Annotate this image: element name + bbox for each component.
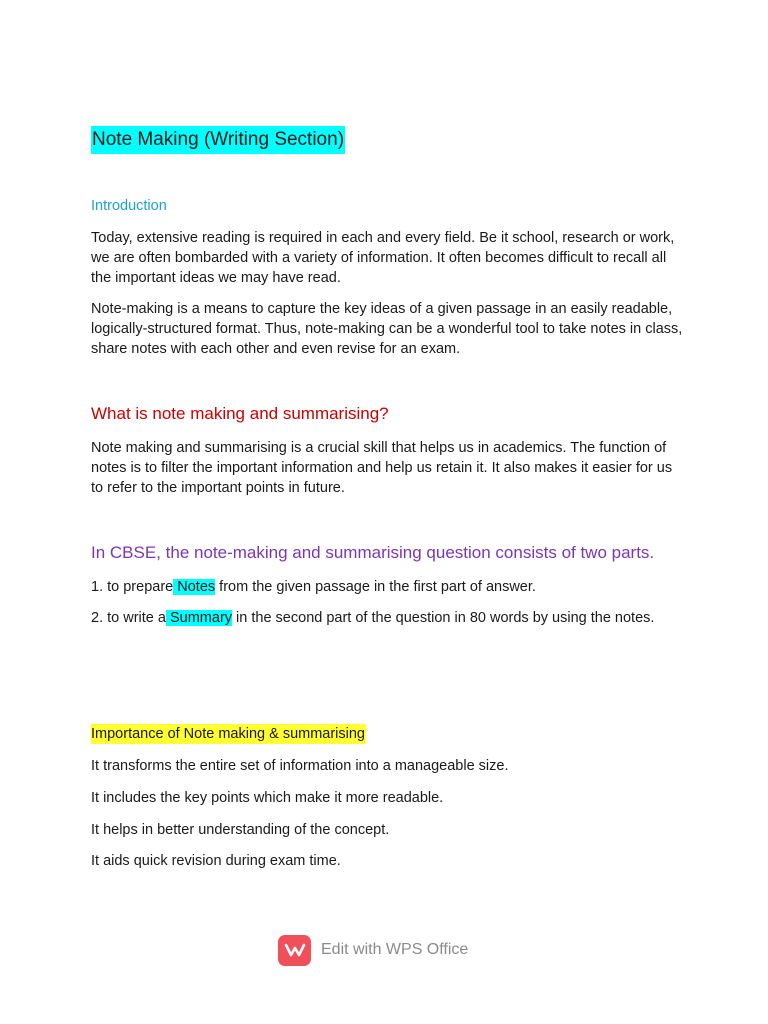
importance-point: It includes the key points which make it more readable. [91,790,444,806]
importance-point: It transforms the entire set of information into a manageable size. [91,758,509,774]
what-is-paragraph: Note making and summarising is a crucial skill that helps us in academics. The function of notes is to filter the important information and help us retain it. It also makes it easier for us to refer to the important points in future. [91,440,673,496]
part-1-text: 1. to prepare [91,579,174,595]
summary-highlight: Summary [165,610,233,626]
part-2-text: 2. to write a [91,610,166,626]
intro-paragraph-1: Today, extensive reading is required in each and every field. Be it school, research or work, we are often bombarded with a variety of information. It often becomes difficult to recall all the important ideas we may have read. [91,230,675,286]
importance-point: It helps in better understanding of the concept. [91,822,390,838]
part-1-line [91,577,686,597]
edit-with-wps-button[interactable] [278,934,468,966]
cbse-heading: In CBSE, the note-making and summarising question consists of two parts. [91,543,655,562]
importance-heading: Importance of Note making & summarising [91,726,365,742]
importance-point: It aids quick revision during exam time. [91,853,341,869]
part-2-line [91,608,686,628]
what-is-heading: What is note making and summarising? [91,404,389,423]
intro-paragraph-2: Note-making is a means to capture the key ideas of a given passage in an easily readable, logically-structured format. Thus, note-making can be a wonderful tool to take notes in class, share notes with each other and even revise for an exam. [91,301,683,357]
page-title: Note Making (Writing Section) [91,126,345,154]
notes-highlight: Notes [173,579,216,595]
part-2-rest: in the second part of the question in 80 words by using the notes. [232,610,655,626]
wps-label: Edit with WPS Office [321,941,469,958]
wps-w-logo-icon [278,935,311,966]
part-1-rest: from the given passage in the first part of answer. [215,579,536,595]
introduction-heading: Introduction [91,198,167,214]
